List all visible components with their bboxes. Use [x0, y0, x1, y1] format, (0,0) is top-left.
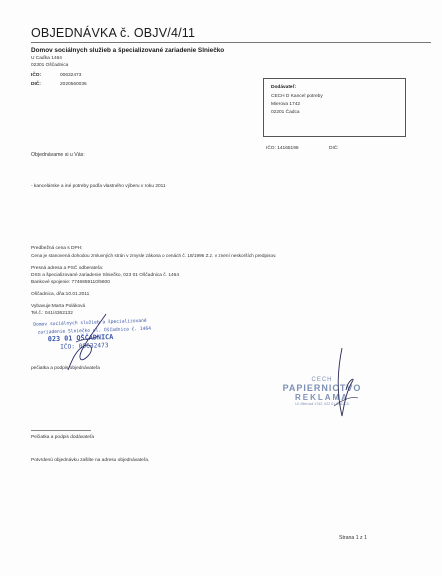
address-heading: Presná adresa a PSČ odberateľa: [31, 266, 104, 271]
title-rule [31, 42, 431, 43]
address-value: DSS a špecializované zariadenie Slniečko, 023 01 Oščadnica č. 1464 [31, 273, 179, 278]
organization-dic-value: 2020560036 [60, 82, 87, 87]
supplier-dic-label: DIČ: [329, 146, 339, 151]
organization-street: U Caďka 1464 [31, 56, 62, 61]
order-item: - kancelárske a iné potreby podľa vlastného výberu v roku 2011 [31, 184, 166, 189]
customer-stamp-line2: zariadenie Slniečko ul. Oščadnica č. 1464 [37, 326, 152, 336]
phone: Tel.č.: 041/4362132 [31, 311, 73, 316]
customer-signature-label: pečiatka a podpis objednávateľa [31, 366, 100, 371]
supplier-signature-label: Pečiatka a podpis dodávateľa [31, 435, 95, 440]
supplier-stamp-line4: Ul. Mierová 1742, 022 01 ČADCA [295, 402, 349, 406]
organization-dic-label: DIČ: [31, 82, 41, 87]
document-title: OBJEDNÁVKA č. OBJV/4/11 [31, 26, 196, 40]
organization-ico-label: IČO: [31, 73, 42, 78]
supplier-heading: Dodávateľ: [271, 85, 297, 90]
customer-stamp-line4: IČO: 00632473 [59, 341, 109, 351]
organization-city: 02301 Oščadnica [31, 63, 69, 68]
supplier-box [263, 78, 406, 137]
supplier-name: CECH D Kancel potreby [271, 94, 323, 99]
bank-account: Bankové spojenie: 7746659110/5600 [31, 280, 110, 285]
order-date: Oščadnica, dňa:10.01.2011 [31, 292, 90, 297]
customer-stamp-line3: 023 01 OŠČADNICA [47, 332, 114, 344]
customer-stamp-line1: Domov sociálnych služieb a špecializované [33, 318, 147, 328]
supplier-signature [312, 346, 372, 424]
supplier-signature-rule [31, 430, 91, 431]
prepared-by: Vybavuje:Marta Poláková [31, 304, 86, 309]
supplier-city: 02201 Čadca [271, 110, 300, 115]
organization-ico-value: 00632473 [60, 73, 82, 78]
supplier-stamp-line1: CECH [311, 377, 333, 383]
organization-name: Domov sociálnych služieb a špecializované zariadenie Slniečko [31, 47, 225, 54]
page-number: Strana 1 z 1 [339, 535, 367, 541]
supplier-stamp-line3: REKLAMA [295, 393, 349, 402]
supplier-street: Mierova 1742 [271, 102, 301, 107]
confirmation-note: Potvrdenú objednávku zašlite na adresu objednávateľa. [31, 458, 150, 463]
price-label: Predbežná cena s DPH: [31, 246, 83, 251]
supplier-ico: IČO: 14165198 [266, 146, 299, 151]
customer-signature [58, 312, 118, 374]
supplier-stamp-line2: PAPIERNICTVO [282, 383, 362, 393]
order-intro: Objednávame si u Vás: [31, 152, 85, 158]
price-note: Cena je stanovená dohodou zmluvných strán v zmysle zákona o cenách č. 18/1996 Z.z. v znení neskorších predpisov. [31, 253, 277, 258]
